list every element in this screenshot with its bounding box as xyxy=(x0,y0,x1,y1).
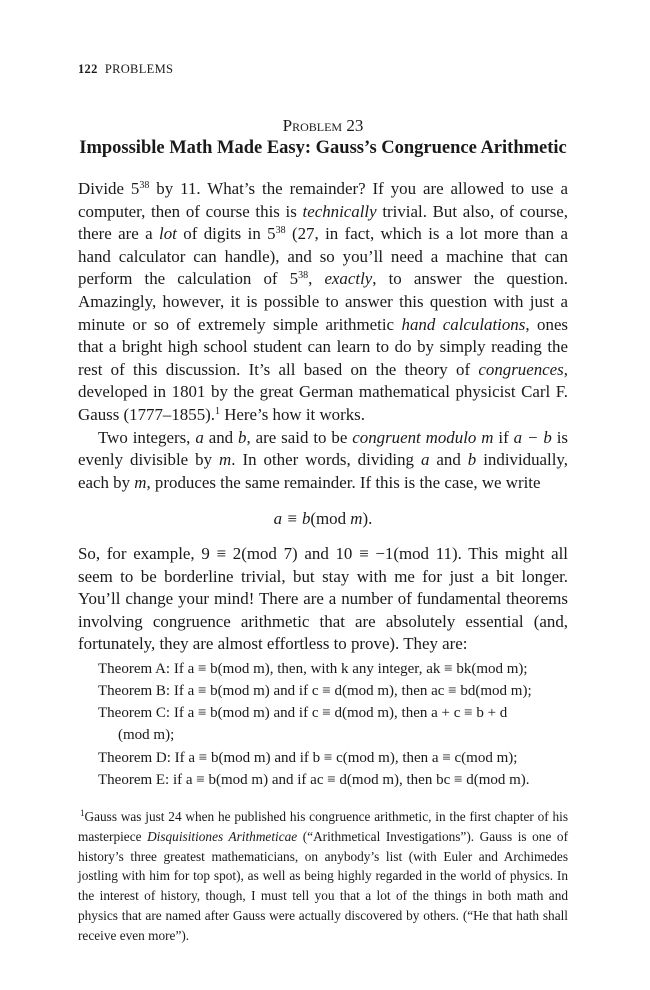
math-var: a xyxy=(195,427,204,447)
theorem-b xyxy=(98,680,568,702)
theorem-label: Theorem D: xyxy=(98,749,171,766)
equation-modulus: m xyxy=(346,509,363,529)
exponent: 38 xyxy=(139,180,150,191)
paragraph-definition xyxy=(78,427,568,495)
text-run: Here’s how it works. xyxy=(220,404,365,424)
text-run: (“Arithmetical Investigations”). Gauss is one of history’s three greatest mathematicians, on anybody’s list (with Euler and Archimedes jostling with him for top spot), as well as being highly regarded in the world of physics. In the interest of history, though, I must tell you that a lot of the things in both math and physics that are named after Gauss were actually discovered by others. (“He that hath shall receive even more”). xyxy=(78,828,568,943)
emphasis: technically xyxy=(302,201,377,221)
text-run: if xyxy=(493,427,514,447)
problem-title: Impossible Math Made Easy: Gauss’s Congruence Arithmetic xyxy=(79,138,567,158)
theorem-list xyxy=(78,658,568,791)
theorem-continuation: (mod m); xyxy=(118,727,175,744)
text-run: and xyxy=(203,427,239,447)
theorem-text: If a ≡ b(mod m) and if c ≡ d(mod m), then ac ≡ bd(mod m); xyxy=(173,683,532,700)
theorem-text: If a ≡ b(mod m) and if c ≡ d(mod m), then a + c ≡ b + d xyxy=(173,705,508,722)
text-run: , to answer the question. Amazingly, however, it is possible to answer this question with just a minute or so of extremely simple arithmetic xyxy=(78,269,568,334)
text-run: . In other words, dividing xyxy=(231,450,421,470)
math-var: m xyxy=(219,450,232,470)
problem-label: Problem 23 xyxy=(282,116,364,135)
page-number: 122 xyxy=(78,62,98,76)
footnote xyxy=(78,807,568,946)
running-header xyxy=(78,62,173,77)
text-run: by 11. What’s the remainder? If you are allowed to use a computer, then of course this is xyxy=(78,179,568,221)
theorem-text: If a ≡ b(mod m), then, with k any integer, ak ≡ bk(mod m); xyxy=(173,660,528,677)
emphasis: congruent modulo m xyxy=(352,427,494,447)
text-run: , developed in 1801 by the great German mathematical physicist Carl F. Gauss (1777–1855). xyxy=(78,359,568,424)
text-run: of digits in 5 xyxy=(176,224,276,244)
text-run: individually, each by xyxy=(78,450,568,492)
text-run: Divide 5 xyxy=(78,179,140,198)
theorem-label: Theorem B: xyxy=(98,683,171,700)
text-run: , produces the same remainder. If this is the case, we write xyxy=(146,472,541,492)
paragraph-examples: So, for example, 9 ≡ 2(mod 7) and 10 ≡ −1(mod 11). This might all seem to be borderline trivial, but stay with me for just a bit longer. You’ll change your mind! There are a number of fundamental theorems involving congruence arithmetic that are absolutely essential (and, fortunately, they are almost effortless to prove). They are: xyxy=(78,543,568,654)
theorem-text: if a ≡ b(mod m) and if ac ≡ d(mod m), then bc ≡ d(mod m). xyxy=(172,771,530,788)
theorem-d xyxy=(98,747,568,769)
theorem-label: Theorem A: xyxy=(98,660,171,677)
theorem-text: If a ≡ b(mod m) and if b ≡ c(mod m), then a ≡ c(mod m); xyxy=(174,749,518,766)
text-run: (27, in fact, which is a lot more than a hand calculator can handle), and so you’ll need a machine that can perform the calculation of 5 xyxy=(78,224,568,289)
text-run: Gauss was just 24 when he published his congruence arithmetic, in the first chapter of his masterpiece xyxy=(78,809,568,844)
math-var: a xyxy=(420,450,430,470)
body-text xyxy=(78,178,568,791)
emphasis: hand calculations xyxy=(401,314,526,334)
math-var: b xyxy=(238,427,247,447)
paragraph-intro xyxy=(78,178,568,427)
math-var: m xyxy=(134,472,147,492)
emphasis: congruences xyxy=(478,359,564,379)
section-title: PROBLEMS xyxy=(104,62,174,76)
equation-close: ). xyxy=(362,509,373,529)
equation-lhs: a ≡ b xyxy=(273,509,311,529)
emphasis: exactly xyxy=(324,269,373,289)
text-run: trivial. But also, of course, there are a xyxy=(78,201,568,244)
footnote-reference[interactable]: 1 xyxy=(215,405,220,417)
exponent: 38 xyxy=(298,270,309,282)
exponent: 38 xyxy=(275,225,286,237)
emphasis: Disquisitiones Arithmeticae xyxy=(147,828,298,844)
footnote-marker: 1 xyxy=(80,808,85,818)
display-equation xyxy=(78,508,568,531)
theorem-label: Theorem C: xyxy=(98,705,171,722)
equation-mod: (mod xyxy=(310,509,347,529)
theorem-e xyxy=(98,769,568,791)
text-run: , are said to be xyxy=(246,427,353,447)
footnote-text xyxy=(78,807,568,946)
theorem-c xyxy=(98,702,568,746)
text-run: , ones that a bright high school student can learn to do by simply reading the rest of this discussion. It’s all based on the theory of xyxy=(78,314,569,379)
text-run: , xyxy=(308,269,325,289)
text-run: Two integers, xyxy=(98,427,196,447)
emphasis: lot xyxy=(159,224,177,244)
text-run: is evenly divisible by xyxy=(78,427,568,470)
text-run: and xyxy=(429,450,468,470)
theorem-a xyxy=(98,658,568,680)
math-expression: a − b xyxy=(513,427,552,447)
math-var: b xyxy=(467,450,477,470)
theorem-label: Theorem E: xyxy=(98,771,170,788)
